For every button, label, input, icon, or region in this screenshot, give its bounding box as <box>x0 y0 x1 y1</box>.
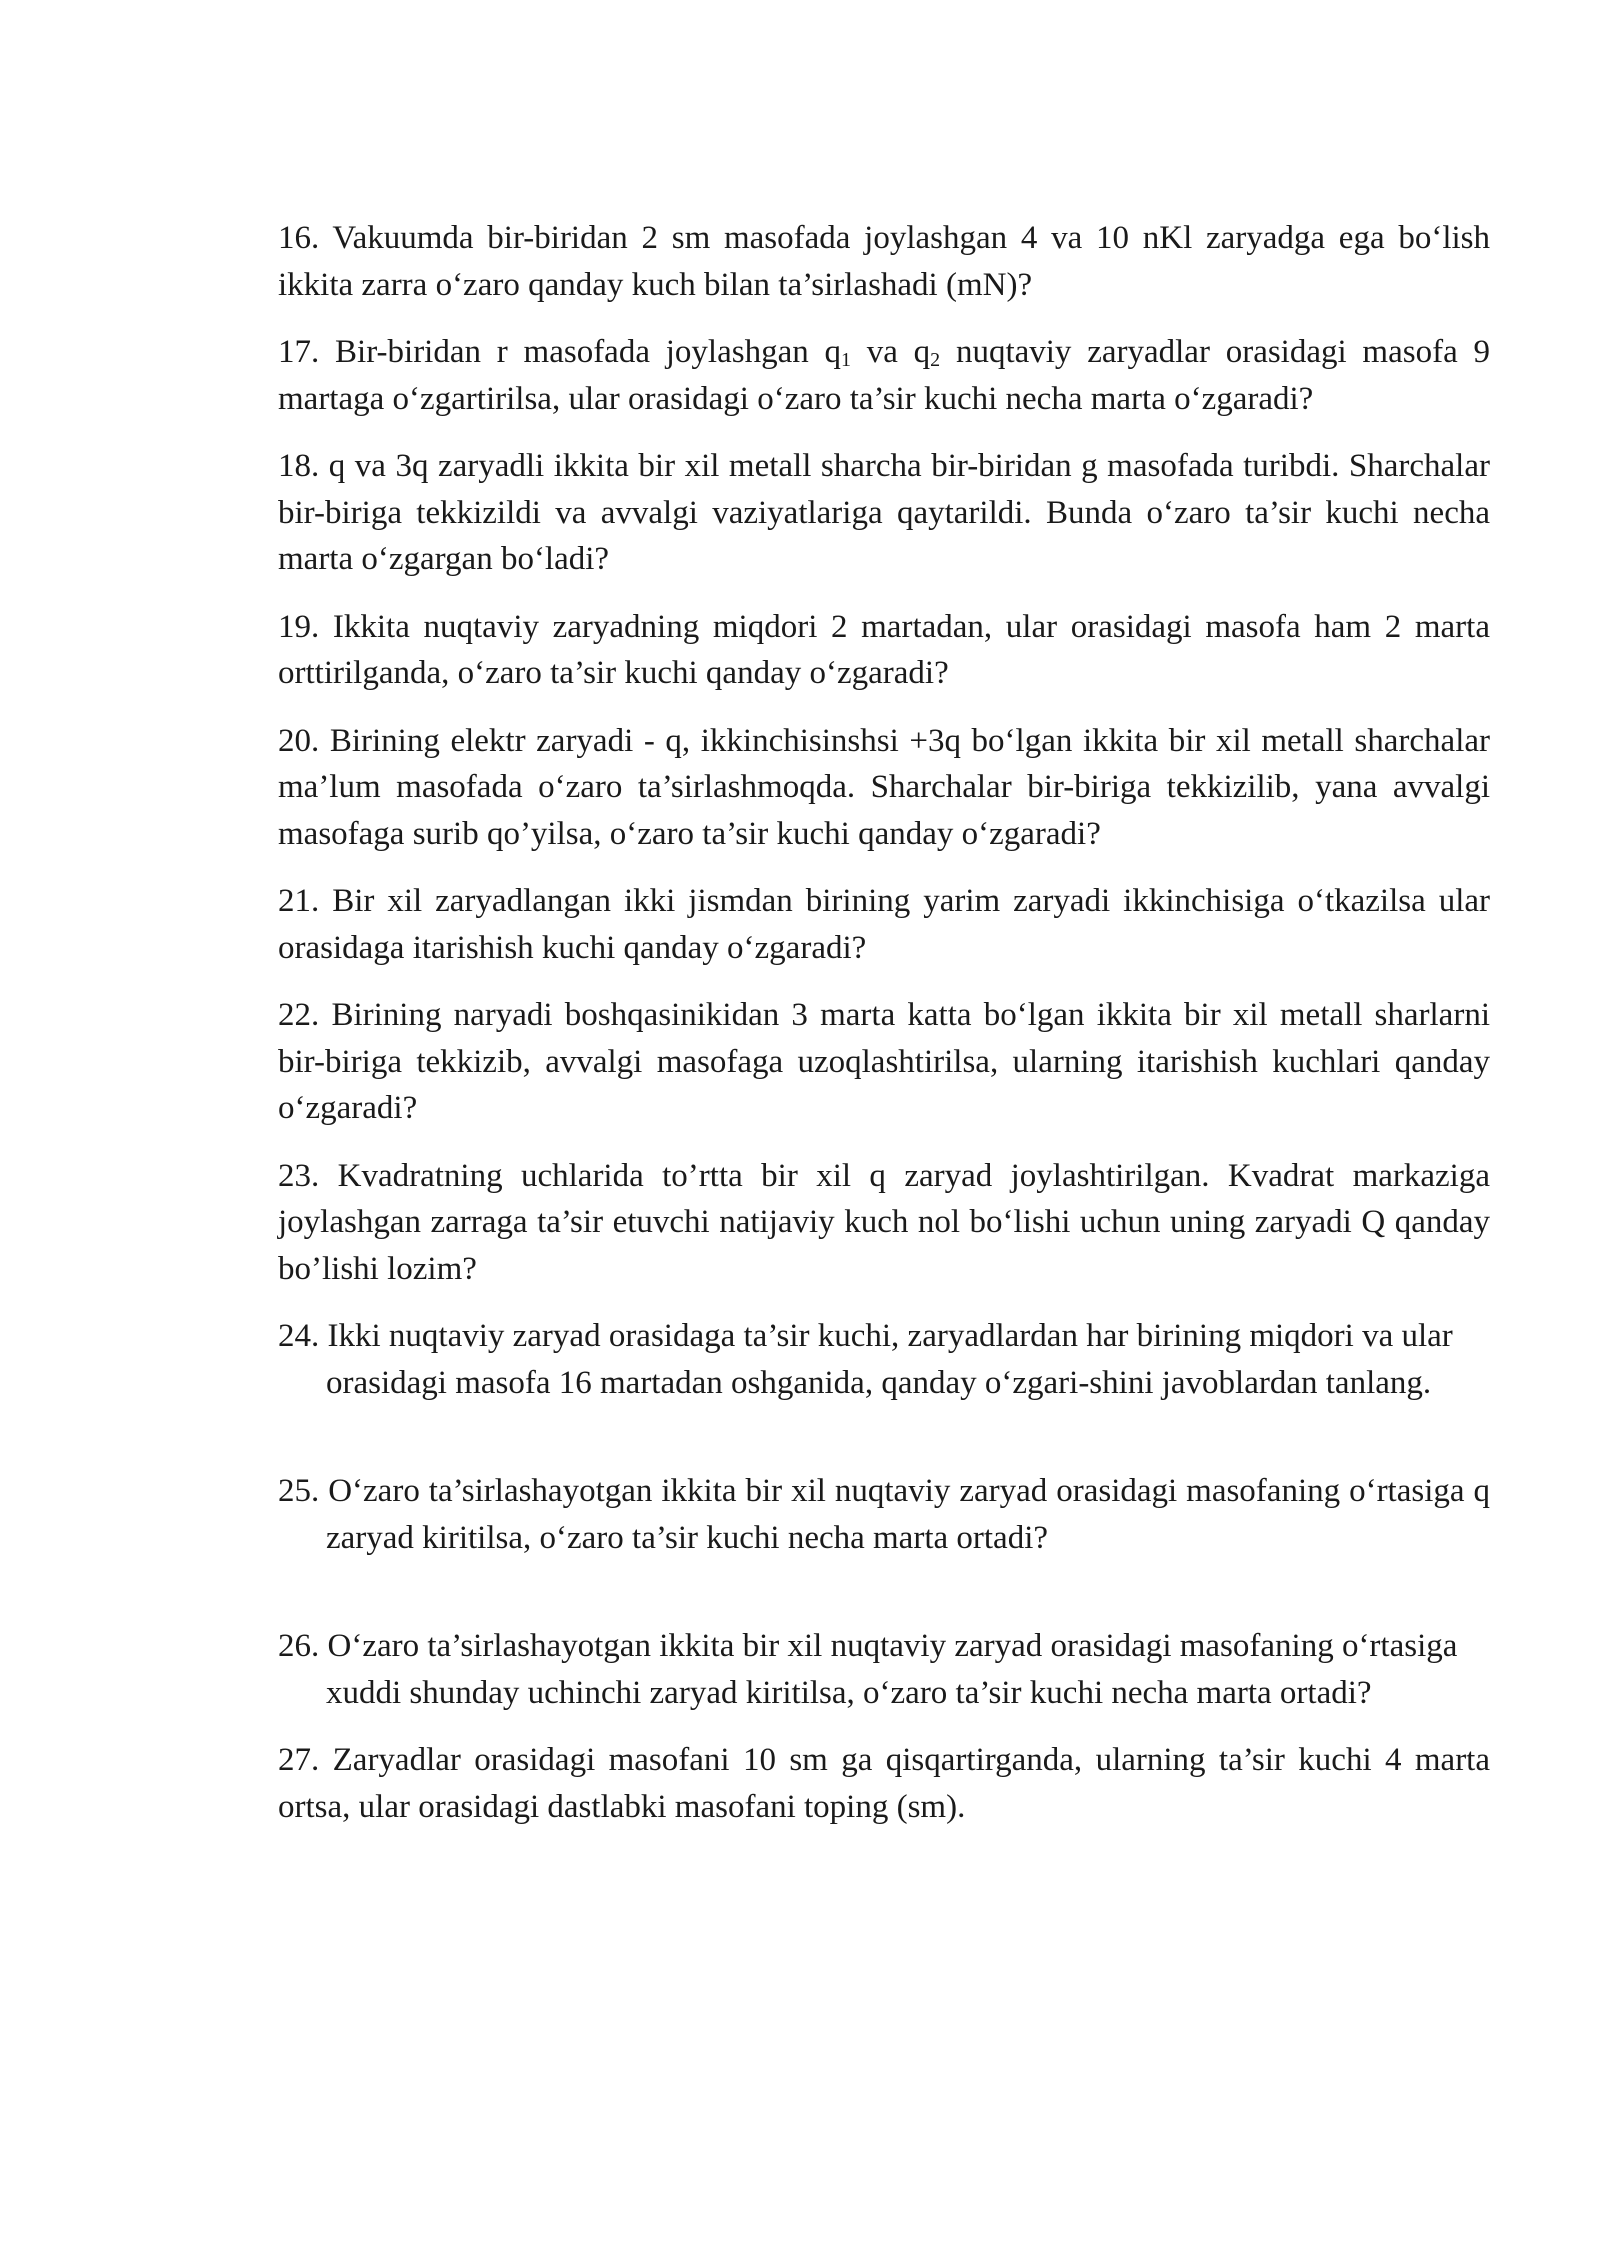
question-text-part: nuqtaviy zaryadlar orasidagi masofa 9 martaga o‘zgartirilsa, ular orasidagi o‘zaro ta’sir kuchi necha marta o‘zgaradi? <box>278 334 1490 417</box>
question-18 <box>278 443 1490 583</box>
question-number: 18. <box>278 448 320 484</box>
question-text: Vakuumda bir-biridan 2 sm masofada joylashgan 4 va 10 nKl zaryadga ega bo‘lish ikkita zarra o‘zaro qanday kuch bilan ta’sirlashadi (mN)? <box>278 220 1490 303</box>
question-number: 16. <box>278 220 320 256</box>
question-text: Ikki nuqtaviy zaryad orasidaga ta’sir kuchi, zaryadlardan har birining miqdori va ular orasidagi masofa 16 martadan oshganida, qanday o‘zgari-shini javoblardan tanlang. <box>326 1318 1453 1401</box>
question-number: 24. <box>278 1318 320 1354</box>
question-16 <box>278 215 1490 308</box>
question-21 <box>278 878 1490 971</box>
subscript: 1 <box>840 349 851 371</box>
question-20 <box>278 718 1490 858</box>
question-text-part: Bir-biridan r masofada joylashgan q <box>335 334 841 370</box>
question-text: Birining elektr zaryadi - q, ikkinchisinshsi +3q bo‘lgan ikkita bir xil metall sharchalar ma’lum masofada o‘zaro ta’sirlashmoqda. Sharchalar bir-biriga tekkizilib, yana avvalgi masofaga surib qo’yilsa, o‘zaro ta’sir kuchi qanday o‘zgaradi? <box>278 722 1490 852</box>
question-number: 19. <box>278 608 320 645</box>
question-19 <box>278 604 1490 697</box>
question-number: 22. <box>278 997 320 1033</box>
question-number: 25. <box>278 1473 320 1509</box>
question-23 <box>278 1153 1490 1293</box>
question-26 <box>278 1623 1490 1716</box>
question-text: Zaryadlar orasidagi masofani 10 sm ga qisqartirganda, ularning ta’sir kuchi 4 marta ortsa, ular orasidagi dastlabki masofani toping (sm). <box>278 1742 1490 1825</box>
question-22 <box>278 992 1490 1132</box>
question-text: O‘zaro ta’sirlashayotgan ikkita bir xil nuqtaviy zaryad orasidagi masofaning o‘rtasiga q zaryad kiritilsa, o‘zaro ta’sir kuchi necha marta ortadi? <box>326 1473 1490 1556</box>
question-number: 21. <box>278 883 320 919</box>
question-17 <box>278 329 1490 422</box>
question-text: O‘zaro ta’sirlashayotgan ikkita bir xil nuqtaviy zaryad orasidagi masofaning o‘rtasiga xuddi shunday uchinchi zaryad kiritilsa, o‘zaro ta’sir kuchi necha marta ortadi? <box>326 1628 1458 1711</box>
question-text: Kvadratning uchlarida to’rtta bir xil q zaryad joylashtirilgan. Kvadrat markaziga joylashgan zarraga ta’sir etuvchi natijaviy kuch nol bo‘lishi uchun uning zaryadi Q qanday bo’lishi lozim? <box>278 1157 1491 1287</box>
question-number: 27. <box>278 1742 320 1778</box>
question-25 <box>278 1468 1490 1561</box>
question-text-part: va q <box>850 334 931 370</box>
question-text: Birining naryadi boshqasinikidan 3 marta katta bo‘lgan ikkita bir xil metall sharlarni bir-biriga tekkizib, avvalgi masofaga uzoqlashtirilsa, ularning itarishish kuchlari qanday o‘zgaradi? <box>278 997 1490 1126</box>
subscript: 2 <box>930 349 941 371</box>
question-number: 26. <box>278 1628 320 1664</box>
question-list <box>278 215 1490 1851</box>
question-number: 23. <box>278 1157 320 1194</box>
question-27 <box>278 1737 1490 1830</box>
question-text: q va 3q zaryadli ikkita bir xil metall sharcha bir-biridan g masofada turibdi. Sharchalar bir-biriga tekkizildi va avvalgi vaziyatlariga qaytarildi. Bunda o‘zaro ta’sir kuchi necha marta o‘zgargan bo‘ladi? <box>278 448 1490 577</box>
question-number: 17. <box>278 334 320 370</box>
question-text: Bir xil zaryadlangan ikki jismdan birining yarim zaryadi ikkinchisiga o‘tkazilsa ular orasidaga itarishish kuchi qanday o‘zgaradi? <box>278 883 1490 966</box>
question-24 <box>278 1313 1490 1406</box>
question-number: 20. <box>278 722 320 759</box>
question-text: Ikkita nuqtaviy zaryadning miqdori 2 martadan, ular orasidagi masofa ham 2 marta orttirilganda, o‘zaro ta’sir kuchi qanday o‘zgaradi? <box>278 608 1490 691</box>
